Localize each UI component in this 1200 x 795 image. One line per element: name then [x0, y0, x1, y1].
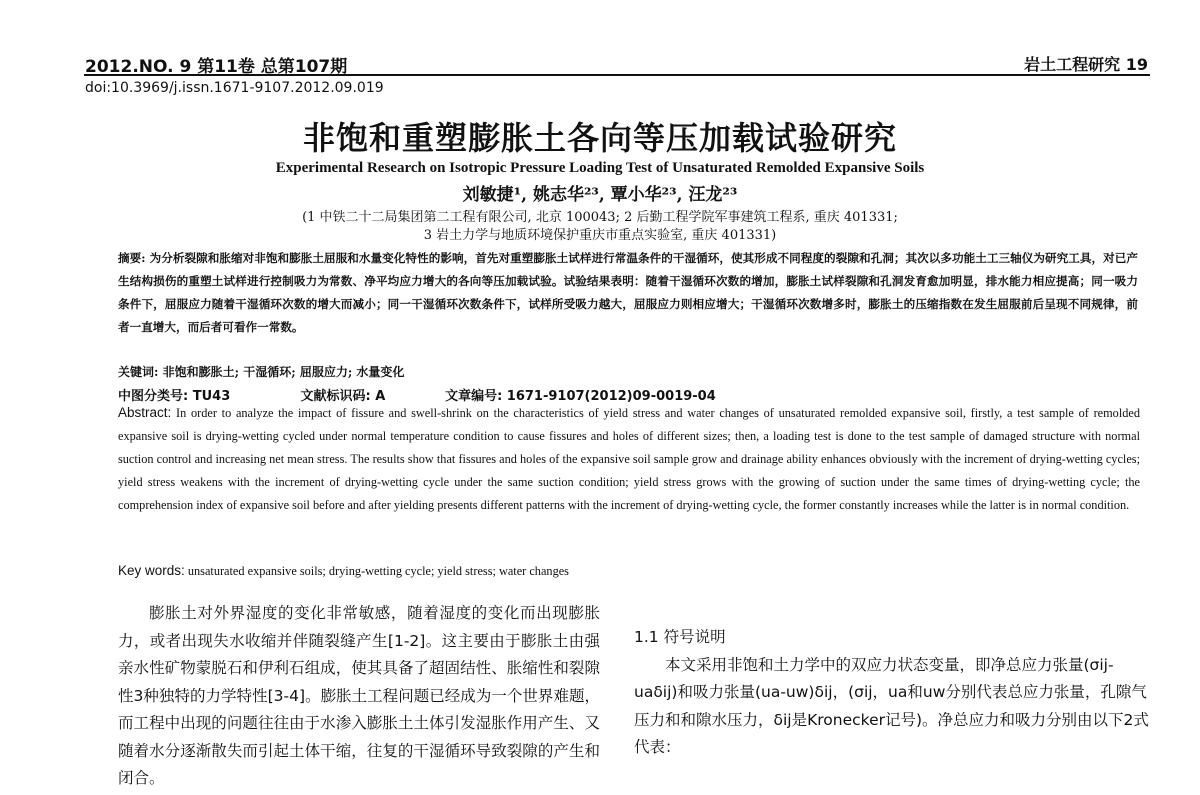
authors: 刘敏捷¹, 姚志华²³, 覃小华²³, 汪龙²³ [462, 185, 738, 205]
body-left-column: 膨胀土对外界湿度的变化非常敏感，随着湿度的变化而出现膨胀力，或者出现失水收缩并伴随裂缝产生[1-2]。这主要由于膨胀土由强亲水性矿物蒙脱石和伊利石组成，使其具备了超固结性、胀缩性和裂隙性3种独特的力学特性[3-4]。膨胀土工程问题已经成为一个世界难题，而工程中出现的问题往往由于水渗入膨胀土土体引发湿胀作用产生、又随着水分逐渐散失而引起土体干缩，往复的干湿循环导致裂隙的产生和闭合。 [118, 604, 600, 787]
doi: doi:10.3969/j.issn.1671-9107.2012.09.019 [85, 80, 384, 96]
body-right-text: 本文采用非饱和土力学中的双应力状态变量，即净总应力张量(σij-uaδij)和吸力张量(ua-uw)δij，(σij，ua和uw分别代表总应力张量，孔隙气压力和和隙水压力，δij是Kronecker记号)。净总应力和吸力分别由以下2式代表： [634, 655, 1149, 756]
affiliation-line-2: 3 岩土力学与地质环境保护重庆市重点实验室, 重庆 401331) [423, 228, 777, 243]
keywords-en-text: unsaturated expansive soils; drying-wetting cycle; yield stress; water changes [187, 564, 569, 578]
title-cn: 非饱和重塑膨胀土各向等压加载试验研究 [302, 119, 897, 157]
abstract-en-text: In order to analyze the impact of fissure and swell-shrink on the characteristics of yield stress and water changes of unsaturated remolded expansive soil, firstly, a test sample of remolded expansive soil is drying-wetting cycled under normal temperature condition to cause fissures and holes of different sizes; then, a loading test is done to the test sample of damaged structure with normal suction control and increasing net mean stress. The results show that fissures and holes of the expansive soil sample grow and drainage ability enhances obviously with the increment of drying-wetting cycles; yield stress weakens with the increment of drying-wetting cycle under the same suction condition; yield stress grows with the growing of suction under the same times of drying-wetting cycle; the comprehension index of expansive soil before and after yielding presents different patterns with the increment of drying-wetting cycle, the former constantly increases while the latter is in normal condition. [118, 406, 1141, 512]
issue-info: 2012.NO. 9 第11卷 总第107期 [85, 57, 348, 77]
clc-code: 中图分类号: TU43 [118, 389, 231, 404]
body-right-column [634, 624, 1154, 762]
doc-code: 文献标识码: A [300, 389, 386, 404]
journal-page: 岩土工程研究 19 [1024, 55, 1148, 74]
header-rule [84, 74, 1150, 76]
abstract-cn: 摘要: 为分析裂隙和胀缩对非饱和膨胀土屈服和水量变化特性的影响，首先对重塑膨胀土试样进行常温条件的干湿循环，使其形成不同程度的裂隙和孔洞；其次以多功能土工三轴仪为研究工具，对已产生结构损伤的重塑土试样进行控制吸力为常数、净平均应力增大的各向等压加载试验。试验结果表明：随着干湿循环次数的增加，膨胀土试样裂隙和孔洞发育愈加明显，排水能力相应提高；同一吸力条件下，屈服应力随着干湿循环次数的增大而减小；同一干湿循环次数条件下，试样所受吸力越大，屈服应力则相应增大；干湿循环次数增多时，膨胀土的压缩指数在发生屈服前后呈现不同规律，前者一直增大，而后者可看作一常数。 [118, 251, 1138, 334]
keywords-cn: 关键词: 非饱和膨胀土; 干湿循环; 屈服应力; 水量变化 [118, 365, 405, 379]
keywords-en [118, 563, 569, 579]
abstract-en-label: Abstract: [118, 405, 172, 420]
affiliation-line-1: (1 中铁二十二局集团第二工程有限公司, 北京 100043; 2 后勤工程学院军事建筑工程系, 重庆 401331; [302, 210, 898, 225]
article-number: 文章编号: 1671-9107(2012)09-0019-04 [445, 389, 716, 404]
keywords-en-label: Key words: [118, 563, 185, 578]
title-en: Experimental Research on Isotropic Pressure Loading Test of Unsaturated Remolded Expansive Soils [275, 160, 925, 176]
abstract-en [118, 401, 1140, 517]
section-heading: 1.1 符号说明 [634, 628, 726, 646]
